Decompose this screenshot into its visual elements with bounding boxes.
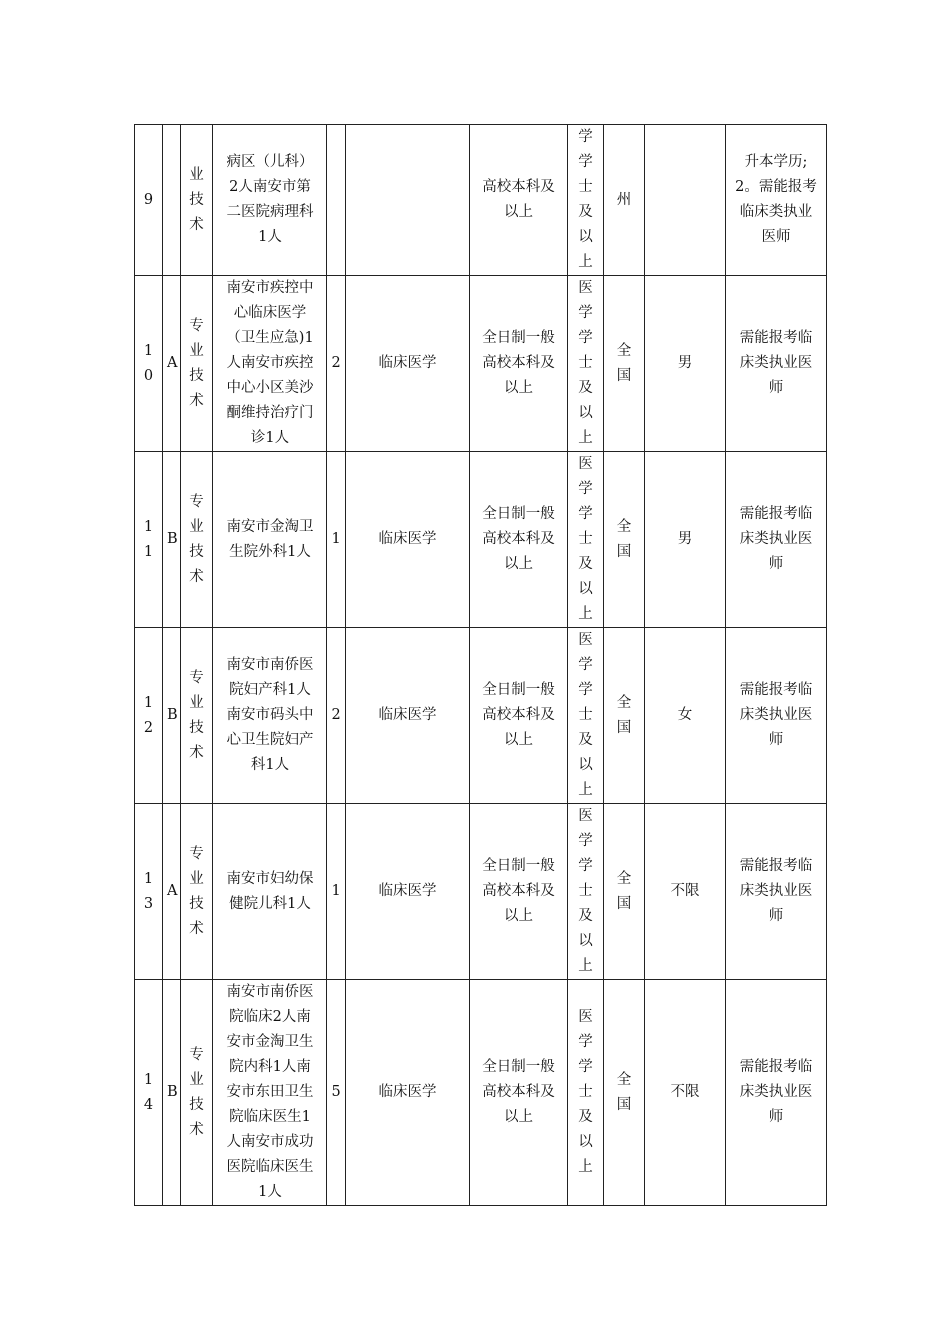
region-cell (604, 980, 645, 1206)
row-index: 11 (143, 518, 154, 560)
headcount-cell (327, 804, 346, 980)
degree-cell (568, 276, 604, 452)
unit-cell (213, 125, 327, 276)
position-class-cell (163, 804, 181, 980)
position-class-cell (163, 628, 181, 804)
gender-cell (645, 980, 726, 1206)
gender-text: 不限 (670, 883, 700, 899)
gender-cell (645, 276, 726, 452)
unit-cell (213, 452, 327, 628)
unit-text: 病区（儿科）2人南安市第二医院病理科1人 (226, 154, 314, 245)
education-cell (470, 628, 568, 804)
position-type-cell (181, 980, 213, 1206)
gender-cell (645, 125, 726, 276)
note-cell (726, 125, 827, 276)
major-cell (346, 125, 470, 276)
region-cell (604, 804, 645, 980)
education-text: 全日制一般高校本科及以上 (482, 506, 555, 572)
degree-cell (568, 452, 604, 628)
major-text: 临床医学 (378, 883, 437, 899)
position-class: A (167, 355, 178, 371)
education-text: 全日制一般高校本科及以上 (482, 858, 555, 924)
education-text: 全日制一般高校本科及以上 (482, 330, 555, 396)
position-class-cell (163, 276, 181, 452)
headcount-cell (327, 276, 346, 452)
headcount-cell (327, 628, 346, 804)
degree-cell (568, 980, 604, 1206)
education-cell (470, 452, 568, 628)
degree-cell (568, 804, 604, 980)
table-row (135, 452, 827, 628)
headcount: 5 (331, 1084, 341, 1100)
education-cell (470, 804, 568, 980)
unit-text: 南安市南侨医院妇产科1人南安市码头中心卫生院妇产科1人 (226, 657, 314, 773)
region-text: 全国 (616, 342, 632, 384)
unit-cell (213, 276, 327, 452)
position-type-cell (181, 276, 213, 452)
major-cell (346, 452, 470, 628)
unit-cell (213, 628, 327, 804)
position-type: 专业技术 (189, 317, 204, 409)
education-cell (470, 980, 568, 1206)
region-text: 全国 (616, 694, 632, 736)
major-text: 临床医学 (378, 1084, 437, 1100)
region-cell (604, 276, 645, 452)
unit-text: 南安市疾控中心临床医学（卫生应急)1人南安市疾控中心小区美沙酮维持治疗门诊1人 (226, 280, 314, 446)
degree-cell (568, 125, 604, 276)
degree-text: 医学学士及以上 (578, 1009, 593, 1175)
unit-cell (213, 980, 327, 1206)
row-index-cell (135, 804, 163, 980)
position-type-cell (181, 125, 213, 276)
degree-text: 医学学士及以上 (578, 808, 593, 974)
gender-text: 女 (677, 707, 693, 723)
region-text: 全国 (616, 518, 632, 560)
note-text: 需能报考临床类执业医师 (739, 1059, 813, 1125)
major-text: 临床医学 (378, 531, 437, 547)
note-cell (726, 276, 827, 452)
position-type: 业技术 (189, 166, 204, 233)
row-index: 12 (143, 694, 154, 736)
position-class: B (167, 531, 178, 547)
note-text: 需能报考临床类执业医师 (739, 330, 813, 396)
degree-text: 学学士及以上 (578, 129, 593, 270)
major-cell (346, 980, 470, 1206)
unit-text: 南安市金淘卫生院外科1人 (226, 518, 314, 560)
gender-text: 男 (677, 531, 693, 547)
position-class: A (167, 883, 178, 899)
position-type: 专业技术 (189, 1046, 204, 1138)
region-cell (604, 628, 645, 804)
row-index-cell (135, 125, 163, 276)
position-class: B (167, 1084, 178, 1100)
unit-cell (213, 804, 327, 980)
headcount: 2 (331, 355, 341, 371)
position-type-cell (181, 628, 213, 804)
region-text: 全国 (616, 870, 632, 912)
education-cell (470, 276, 568, 452)
position-type: 专业技术 (189, 493, 204, 585)
degree-cell (568, 628, 604, 804)
note-text: 需能报考临床类执业医师 (739, 858, 813, 924)
education-cell (470, 125, 568, 276)
note-cell (726, 980, 827, 1206)
headcount-cell (327, 452, 346, 628)
region-text: 州 (616, 191, 632, 208)
position-class-cell (163, 980, 181, 1206)
row-index-cell (135, 628, 163, 804)
major-cell (346, 804, 470, 980)
position-type-cell (181, 804, 213, 980)
row-index-cell (135, 980, 163, 1206)
headcount-cell (327, 125, 346, 276)
major-text: 临床医学 (378, 355, 437, 371)
note-cell (726, 628, 827, 804)
major-cell (346, 276, 470, 452)
row-index: 14 (143, 1071, 154, 1113)
position-type: 专业技术 (189, 669, 204, 761)
row-index-cell (135, 452, 163, 628)
major-text: 临床医学 (378, 707, 437, 723)
headcount: 1 (331, 883, 341, 899)
note-cell (726, 452, 827, 628)
row-index: 9 (143, 191, 154, 208)
table-body (135, 125, 827, 1206)
row-index: 10 (143, 342, 154, 384)
gender-cell (645, 628, 726, 804)
position-type-cell (181, 452, 213, 628)
note-cell (726, 804, 827, 980)
headcount: 2 (331, 707, 341, 723)
row-index-cell (135, 276, 163, 452)
education-text: 全日制一般高校本科及以上 (482, 682, 555, 748)
degree-text: 医学学士及以上 (578, 632, 593, 798)
region-cell (604, 452, 645, 628)
table-row (135, 980, 827, 1206)
gender-text: 不限 (670, 1084, 700, 1100)
unit-text: 南安市妇幼保健院儿科1人 (226, 870, 314, 912)
education-text: 全日制一般高校本科及以上 (482, 1059, 555, 1125)
note-text: 需能报考临床类执业医师 (739, 506, 813, 572)
gender-cell (645, 452, 726, 628)
table-row (135, 804, 827, 980)
region-cell (604, 125, 645, 276)
gender-cell (645, 804, 726, 980)
headcount: 1 (331, 531, 341, 547)
position-type: 专业技术 (189, 845, 204, 937)
major-cell (346, 628, 470, 804)
education-text: 高校本科及以上 (482, 179, 555, 220)
note-text: 升本学历;2。需能报考临床类执业医师 (735, 154, 817, 245)
position-class-cell (163, 125, 181, 276)
position-class-cell (163, 452, 181, 628)
recruitment-table (134, 124, 827, 1206)
table-row (135, 276, 827, 452)
degree-text: 医学学士及以上 (578, 280, 593, 446)
table-row (135, 628, 827, 804)
note-text: 需能报考临床类执业医师 (739, 682, 813, 748)
unit-text: 南安市南侨医院临床2人南安市金淘卫生院内科1人南安市东田卫生院临床医生1人南安市成功医院临床医生1人 (226, 984, 314, 1200)
table-row (135, 125, 827, 276)
degree-text: 医学学士及以上 (578, 456, 593, 622)
row-index: 13 (143, 870, 154, 912)
headcount-cell (327, 980, 346, 1206)
gender-text: 男 (677, 355, 693, 371)
position-class: B (167, 707, 178, 723)
region-text: 全国 (616, 1071, 632, 1113)
